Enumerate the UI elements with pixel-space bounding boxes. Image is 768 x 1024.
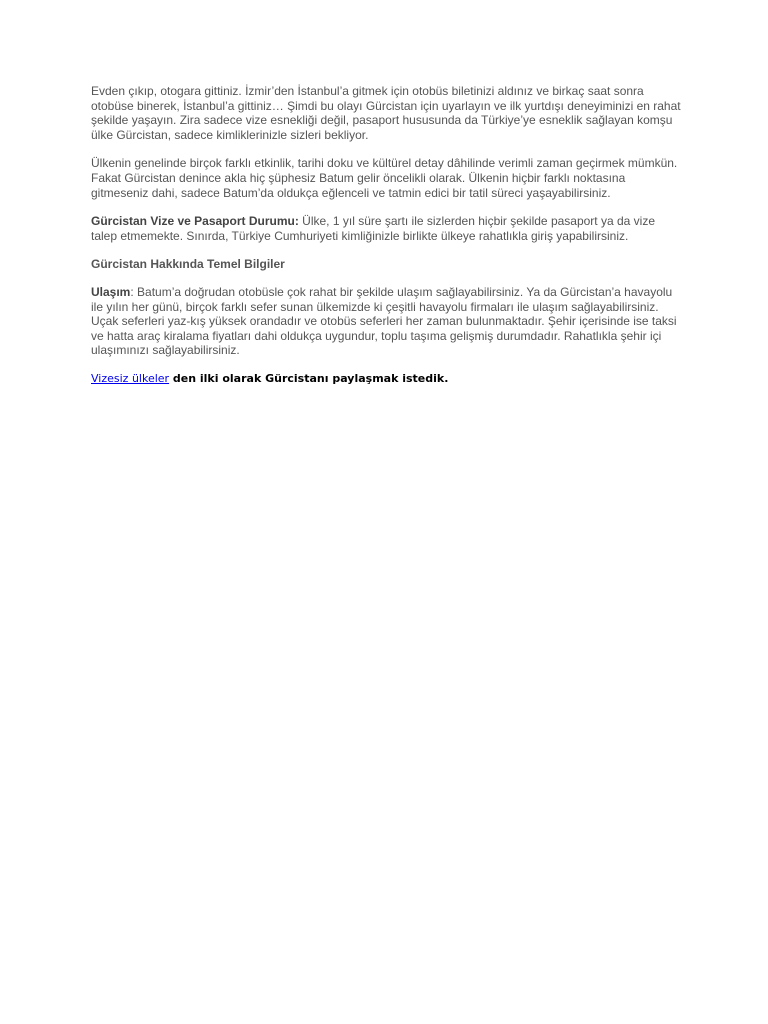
visa-paragraph <box>91 214 681 243</box>
batum-paragraph <box>91 156 681 200</box>
visa-text: Ülke, 1 yıl süre şartı ile sizlerden hiçbir şekilde pasaport ya da vize talep etmemekte. Sınırda, Türkiye Cumhuriyeti kimliğinizle birlikte ülkeye rahatlıkla giriş yapabilirsiniz. <box>91 214 655 243</box>
visa-free-countries-link[interactable]: Vizesiz ülkeler <box>91 371 170 385</box>
batum-paragraph-text: Ülkenin genelinde birçok farklı etkinlik, tarihi doku ve kültürel detay dâhilinde verimli zaman geçirmek mümkün. Fakat Gürcistan denince akla hiç şüphesiz Batum gelir öncelikli olarak. Ülkenin hiçbir farklı noktasına gitmeseniz dahi, sadece Batum’da oldukça eğlenceli ve tatmin edici bir tatil süreci yaşayabilirsiniz. <box>91 156 678 200</box>
transport-text: : Batum’a doğrudan otobüsle çok rahat bir şekilde ulaşım sağlayabilirsiniz. Ya da Gürcistan’a havayolu ile yılın her günü, birçok farklı sefer sunan ülkemizde ki çeşitli havayolu firmaları ile ulaşım sağlayabilirsiniz. Uçak seferleri yaz-kış yüksek orandadır ve otobüs seferleri her zaman bulunmaktadır. Şehir içerisinde ise taksi ve hatta araç kiralama fiyatları dahi oldukça uygundur, toplu taşıma gelişmiş durumdadır. Rahatlıkla şehir içi ulaşımınızı sağlayabilirsiniz. <box>91 284 677 358</box>
section-heading: Gürcistan Hakkında Temel Bilgiler <box>91 257 285 272</box>
visa-label: Gürcistan Vize ve Pasaport Durumu: <box>91 214 299 229</box>
transport-label: Ulaşım <box>91 284 131 299</box>
document-page <box>91 84 681 387</box>
intro-paragraph-text: Evden çıkıp, otogara gittiniz. İzmir’den İstanbul’a gitmek için otobüs biletinizi aldınız ve birkaç saat sonra otobüse binerek, İstanbul’a gittiniz… Şimdi bu olayı Gürcistan için uyarlayın ve ilk yurtdışı deneyiminizi en rahat şekilde yaşayın. Zira sadece vize esnekliği değil, pasaport hususunda da Türkiye’ye esneklik sağlayan komşu ülke Gürcistan, sadece kimliklerinizle sizleri bekliyor. <box>91 84 681 142</box>
intro-paragraph <box>91 84 681 142</box>
footer-line <box>91 372 681 387</box>
transport-paragraph <box>91 285 681 358</box>
footer-text: den ilki olarak Gürcistanı paylaşmak istedik. <box>169 371 449 385</box>
